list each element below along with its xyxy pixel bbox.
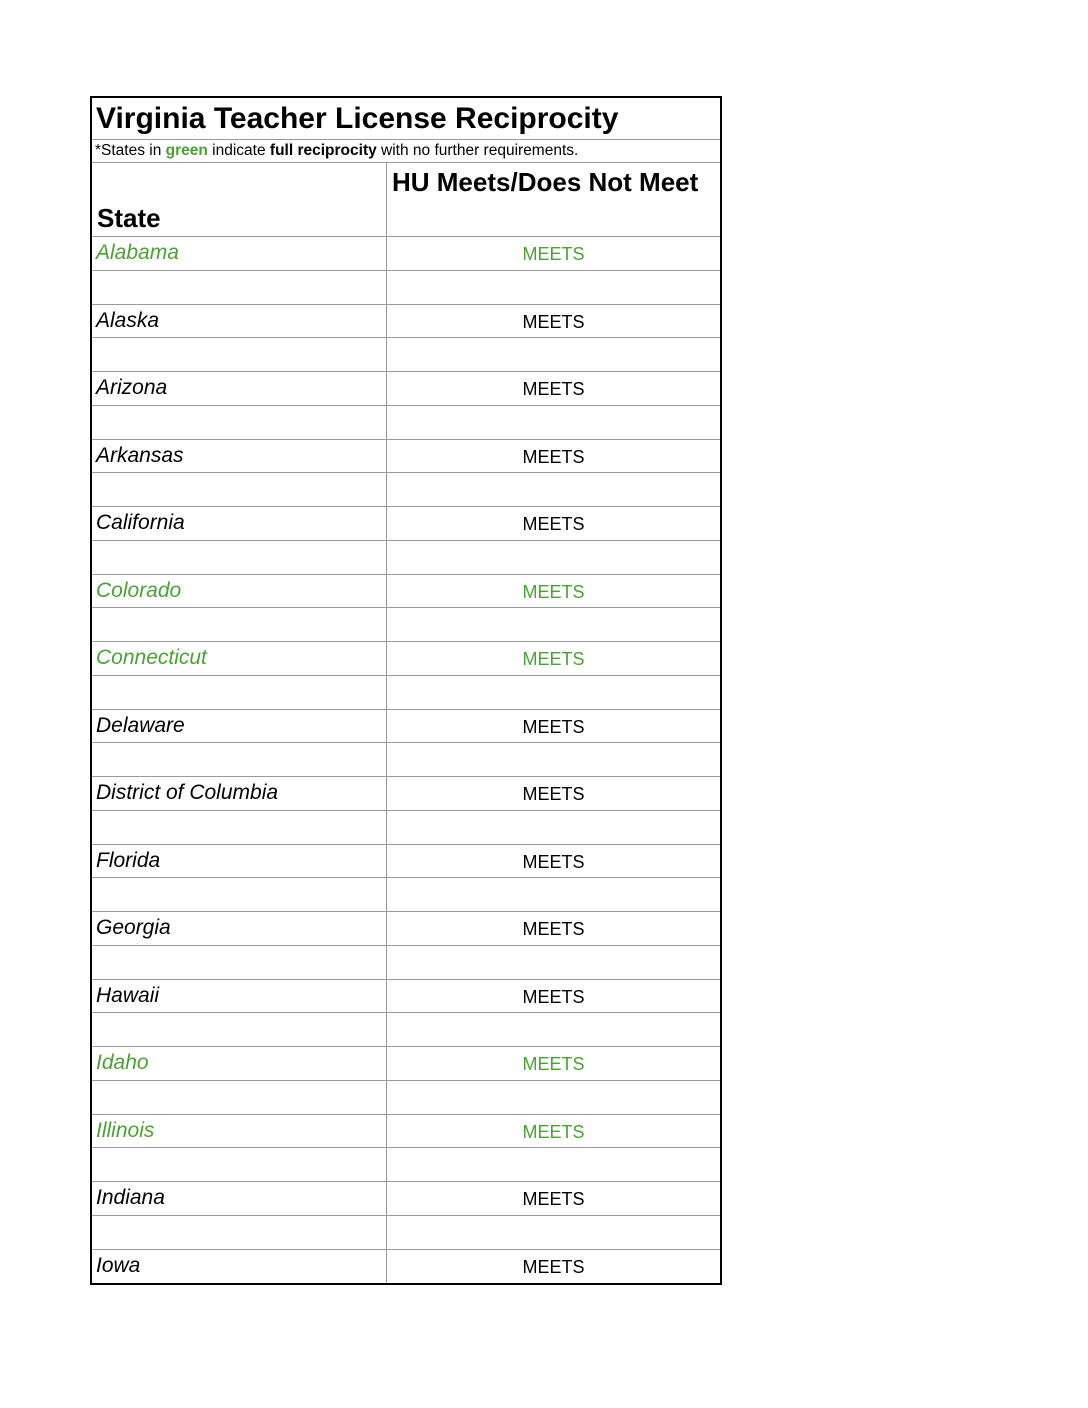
state-cell: Illinois — [92, 1115, 387, 1148]
empty-status-cell — [387, 271, 720, 304]
empty-state-cell — [92, 946, 387, 979]
empty-state-cell — [92, 338, 387, 371]
note-prefix: *States in — [95, 142, 166, 159]
spacer-row — [92, 338, 720, 372]
empty-status-cell — [387, 676, 720, 709]
empty-status-cell — [387, 473, 720, 506]
status-cell: MEETS — [522, 1257, 585, 1278]
state-cell: Delaware — [92, 710, 387, 743]
empty-status-cell — [387, 1081, 720, 1114]
table-row — [92, 912, 720, 946]
spacer-row — [92, 473, 720, 507]
table-row — [92, 305, 720, 339]
table-row — [92, 372, 720, 406]
reciprocity-table — [90, 96, 722, 1285]
spacer-row — [92, 743, 720, 777]
empty-status-cell — [387, 743, 720, 776]
spacer-row — [92, 811, 720, 845]
state-cell: Arizona — [92, 372, 387, 405]
column-header-state: State — [92, 163, 387, 236]
table-row — [92, 777, 720, 811]
status-cell: MEETS — [522, 784, 585, 805]
header-row — [92, 163, 720, 237]
status-cell: MEETS — [522, 919, 585, 940]
empty-state-cell — [92, 608, 387, 641]
spacer-row — [92, 946, 720, 980]
state-cell: Idaho — [92, 1047, 387, 1080]
empty-state-cell — [92, 676, 387, 709]
empty-state-cell — [92, 811, 387, 844]
empty-status-cell — [387, 406, 720, 439]
note-bold-phrase: full reciprocity — [269, 142, 377, 159]
empty-status-cell — [387, 541, 720, 574]
table-row — [92, 1115, 720, 1149]
table-row — [92, 237, 720, 271]
table-row — [92, 1047, 720, 1081]
table-row — [92, 1250, 720, 1284]
spacer-row — [92, 1216, 720, 1250]
status-cell: MEETS — [522, 379, 585, 400]
note-middle: indicate — [207, 142, 270, 159]
table-row — [92, 642, 720, 676]
note-green-word: green — [165, 142, 208, 159]
spacer-row — [92, 1081, 720, 1115]
empty-status-cell — [387, 338, 720, 371]
status-cell: MEETS — [522, 1121, 585, 1142]
empty-state-cell — [92, 878, 387, 911]
spacer-row — [92, 1148, 720, 1182]
state-cell: Connecticut — [92, 642, 387, 675]
spacer-row — [92, 541, 720, 575]
note-suffix: with no further requirements. — [376, 142, 579, 159]
empty-state-cell — [92, 541, 387, 574]
state-cell: Indiana — [92, 1182, 387, 1215]
empty-status-cell — [387, 811, 720, 844]
status-cell: MEETS — [522, 581, 585, 602]
state-cell: Iowa — [92, 1250, 387, 1284]
table-row — [92, 710, 720, 744]
column-header-meets: HU Meets/Does Not Meet — [392, 167, 699, 197]
empty-state-cell — [92, 406, 387, 439]
status-cell: MEETS — [522, 1189, 585, 1210]
spacer-row — [92, 608, 720, 642]
table-row — [92, 440, 720, 474]
empty-status-cell — [387, 878, 720, 911]
empty-state-cell — [92, 1216, 387, 1249]
empty-state-cell — [92, 473, 387, 506]
state-cell: Florida — [92, 845, 387, 878]
spacer-row — [92, 676, 720, 710]
status-cell: MEETS — [522, 716, 585, 737]
table-row — [92, 980, 720, 1014]
table-row — [92, 507, 720, 541]
state-cell: Alabama — [92, 237, 387, 270]
status-cell: MEETS — [522, 986, 585, 1007]
empty-status-cell — [387, 1013, 720, 1046]
state-cell: Colorado — [92, 575, 387, 608]
status-cell: MEETS — [522, 851, 585, 872]
spacer-row — [92, 406, 720, 440]
empty-state-cell — [92, 743, 387, 776]
table-row — [92, 575, 720, 609]
empty-state-cell — [92, 1148, 387, 1181]
status-cell: MEETS — [522, 446, 585, 467]
empty-state-cell — [92, 1081, 387, 1114]
state-cell: Hawaii — [92, 980, 387, 1013]
status-cell: MEETS — [522, 311, 585, 332]
state-cell: Georgia — [92, 912, 387, 945]
spacer-row — [92, 878, 720, 912]
empty-status-cell — [387, 1216, 720, 1249]
spacer-row — [92, 1013, 720, 1047]
legend-note — [92, 140, 720, 163]
status-cell: MEETS — [522, 244, 585, 265]
state-cell: Alaska — [92, 305, 387, 338]
table-row — [92, 845, 720, 879]
state-cell: Arkansas — [92, 440, 387, 473]
table-row — [92, 1182, 720, 1216]
state-cell: District of Columbia — [92, 777, 387, 810]
empty-status-cell — [387, 1148, 720, 1181]
empty-status-cell — [387, 946, 720, 979]
empty-status-cell — [387, 608, 720, 641]
spacer-row — [92, 271, 720, 305]
status-cell: MEETS — [522, 1054, 585, 1075]
title-row — [92, 98, 720, 140]
empty-state-cell — [92, 271, 387, 304]
empty-state-cell — [92, 1013, 387, 1046]
state-cell: California — [92, 507, 387, 540]
status-cell: MEETS — [522, 649, 585, 670]
table-body — [92, 237, 720, 1283]
status-cell: MEETS — [522, 514, 585, 535]
page-title: Virginia Teacher License Reciprocity — [96, 101, 619, 135]
